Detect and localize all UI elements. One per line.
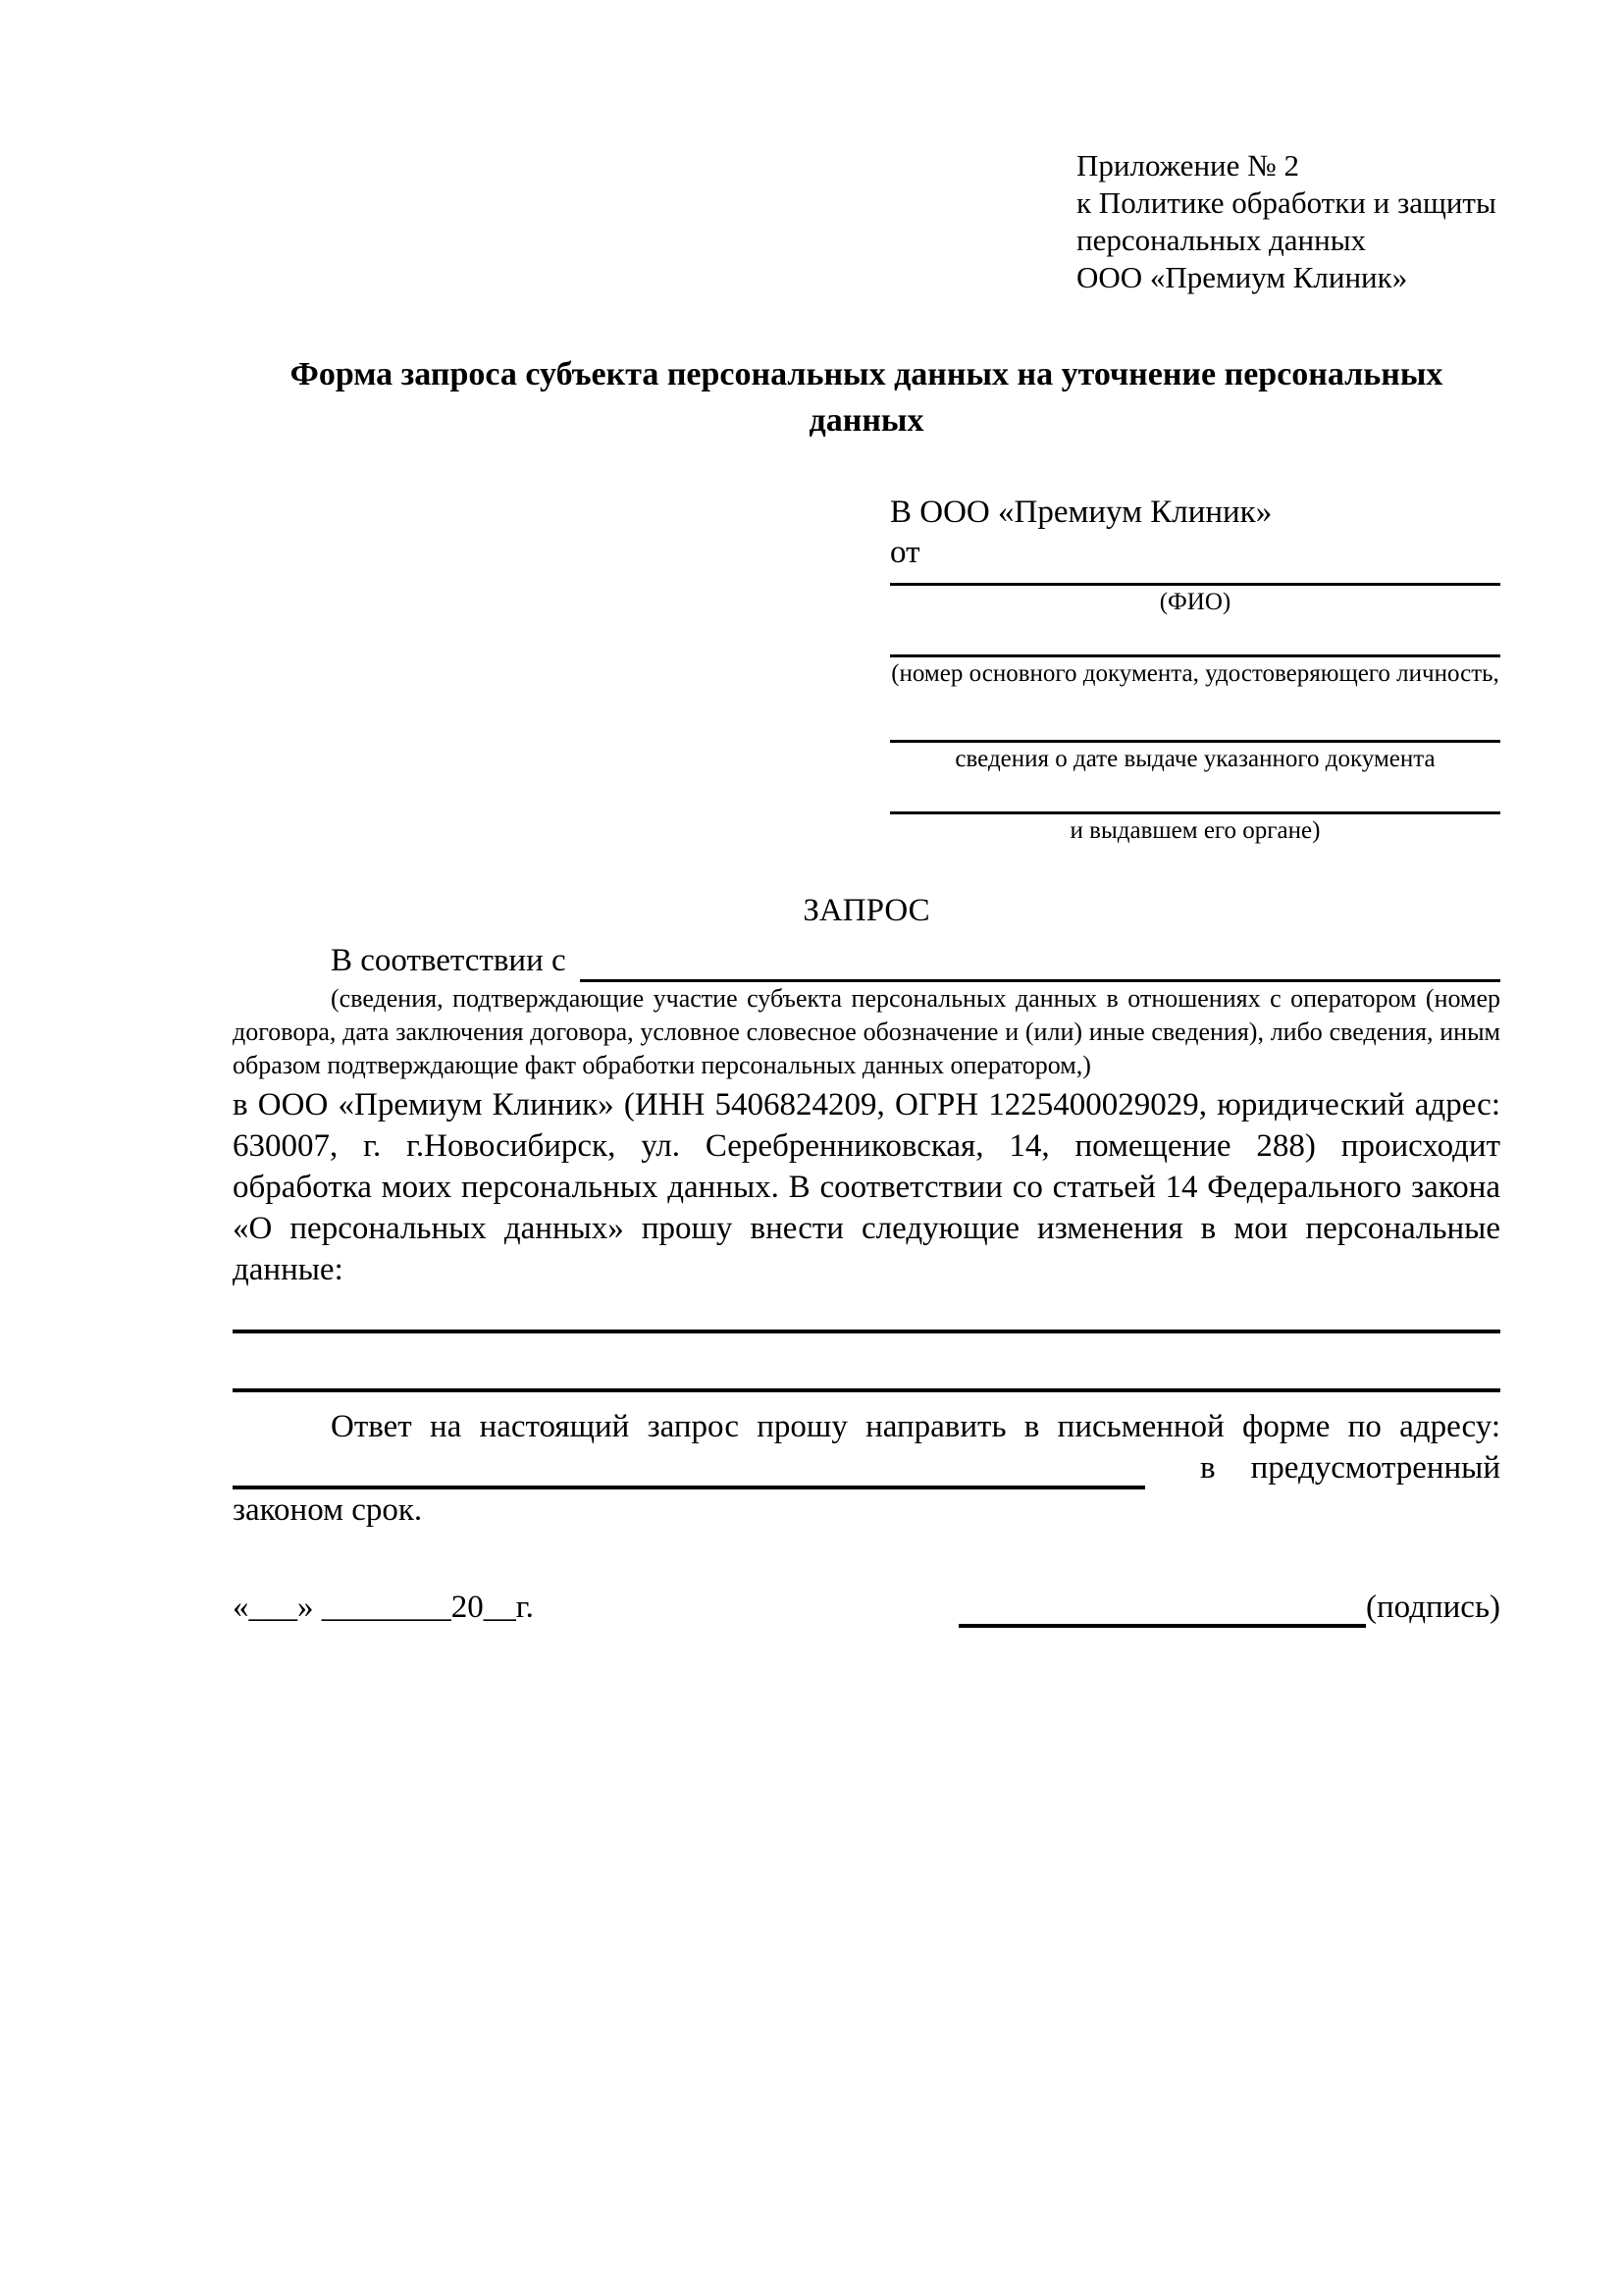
intro-line xyxy=(233,940,1500,982)
appendix-line: ООО «Премиум Клиник» xyxy=(1076,260,1408,294)
appendix-block xyxy=(1076,147,1500,296)
name-field-caption: (ФИО) xyxy=(1159,589,1231,615)
document-number-blank-line xyxy=(890,617,1500,657)
appendix-line: к Политике обработки и защиты xyxy=(1076,185,1496,220)
reply-address-line xyxy=(233,1447,1500,1489)
appendix-line: Приложение № 2 xyxy=(1076,148,1299,183)
reply-middle-word: в xyxy=(1200,1450,1216,1486)
issuing-authority-blank-line xyxy=(890,774,1500,814)
addressee-from: от xyxy=(890,535,920,570)
request-heading: ЗАПРОС xyxy=(803,893,930,928)
reply-sentence: Ответ на настоящий запрос прошу направить в письменной форме по адресу: xyxy=(331,1409,1500,1444)
footer-row xyxy=(233,1587,1500,1628)
body-paragraph: в ООО «Премиум Клиник» (ИНН 5406824209, ОГРН 1225400029029, юридический адрес: 630007, г. г.Новосибирск, ул. Серебренниковская, 14, помещение 288) происходит обработка моих персональных данных. В соответствии со статьей 14 Федерального закона «О персональных данных» прошу внести следующие изменения в мои персональные данные: xyxy=(233,1087,1500,1287)
addressee-block xyxy=(890,493,1500,846)
appendix-line: персональных данных xyxy=(1076,223,1367,257)
signature-blank-line xyxy=(959,1589,1366,1628)
document-number-caption: (номер основного документа, удостоверяющего личность, xyxy=(891,660,1499,687)
changes-blank-line xyxy=(233,1333,1500,1392)
address-blank-line xyxy=(233,1448,1145,1489)
document-title: Форма запроса субъекта персональных данных на уточнение персональных данных xyxy=(289,356,1443,439)
issuing-authority-caption: и выдавшем его органе) xyxy=(1070,817,1321,844)
signature-caption: (подпись) xyxy=(1366,1590,1500,1625)
reply-suffix-word: предусмотренный xyxy=(1250,1450,1500,1486)
name-blank-line xyxy=(890,573,1500,586)
reply-tail: законом срок. xyxy=(233,1492,423,1528)
signature-group xyxy=(959,1587,1500,1628)
intro-prefix: В соответствии с xyxy=(331,943,566,978)
addressee-to: В ООО «Премиум Клиник» xyxy=(890,495,1273,530)
issue-date-blank-line xyxy=(890,689,1500,743)
issue-date-caption: сведения о дате выдаче указанного документа xyxy=(955,746,1436,772)
changes-blank-line xyxy=(233,1290,1500,1333)
intro-blank-line xyxy=(580,944,1500,982)
footnote-text: (сведения, подтверждающие участие субъекта персональных данных в отношениях с оператором (номер договора, дата заключения договора, условное словесное обозначение и (или) иные сведения), либо сведения, иным образом подтверждающие факт обработки персональных данных оператором,) xyxy=(233,984,1500,1079)
date-blank-text: «___» ________20__г. xyxy=(233,1590,534,1625)
